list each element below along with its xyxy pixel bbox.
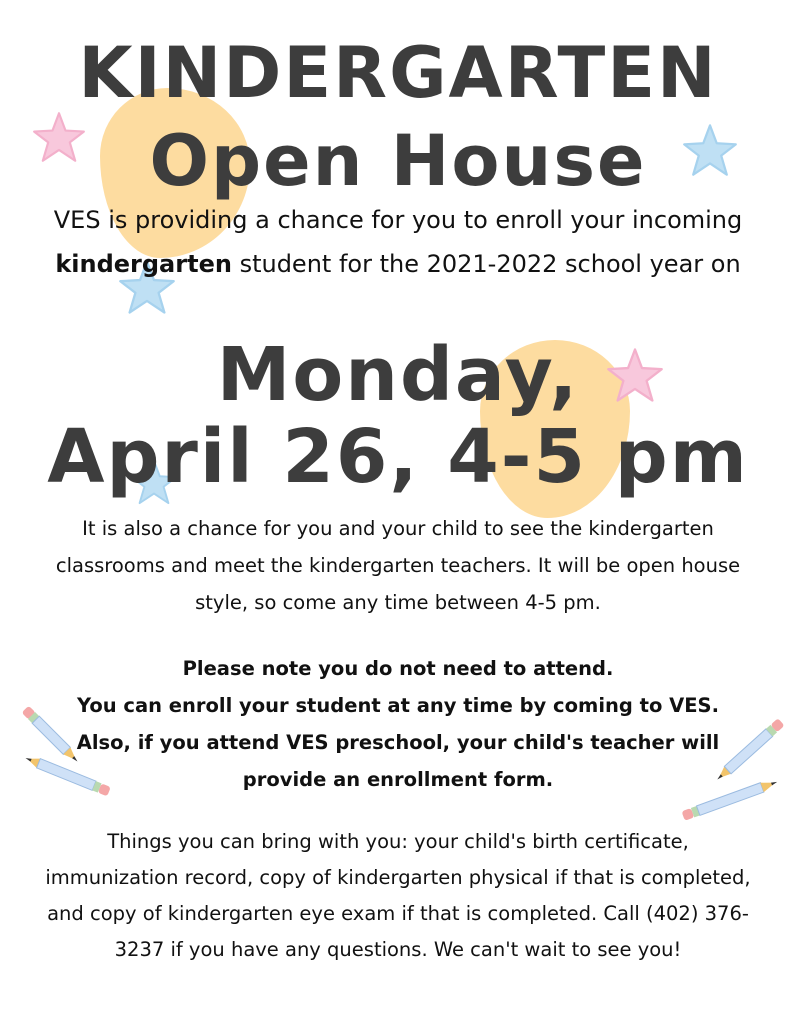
intro-text (40, 198, 756, 286)
intro-text-end: student for the 2021-2022 school year on (231, 250, 741, 278)
note-line-3: Also, if you attend VES preschool, your child's teacher will provide an enrollment form. (76, 731, 720, 791)
intro-bold-kindergarten: kindergarten (55, 250, 232, 278)
title-kindergarten: KINDERGARTEN (78, 32, 718, 114)
note-block (40, 650, 756, 798)
bring-list-text: Things you can bring with you: your child's birth certificate, immunization record, copy of kindergarten physical if that is completed, and copy of kindergarten eye exam if that is completed. Call (402) 376-3237 if you have any questions. We can't wait to see you! (45, 830, 751, 961)
note-line-1: Please note you do not need to attend. (182, 657, 614, 680)
title-open-house: Open House (149, 120, 647, 202)
event-day: Monday, (216, 332, 580, 418)
pencil-icon (674, 768, 792, 828)
pencil-icon (20, 746, 120, 806)
intro-text-start: VES is providing a chance for you to enroll your incoming (53, 206, 743, 234)
event-date-time: April 26, 4-5 pm (47, 414, 749, 500)
note-line-2: You can enroll your student at any time by coming to VES. (76, 694, 719, 717)
description-text: It is also a chance for you and your child to see the kindergarten classrooms and meet the kindergarten teachers. It will be open house style, so come any time between 4-5 pm. (55, 517, 741, 614)
